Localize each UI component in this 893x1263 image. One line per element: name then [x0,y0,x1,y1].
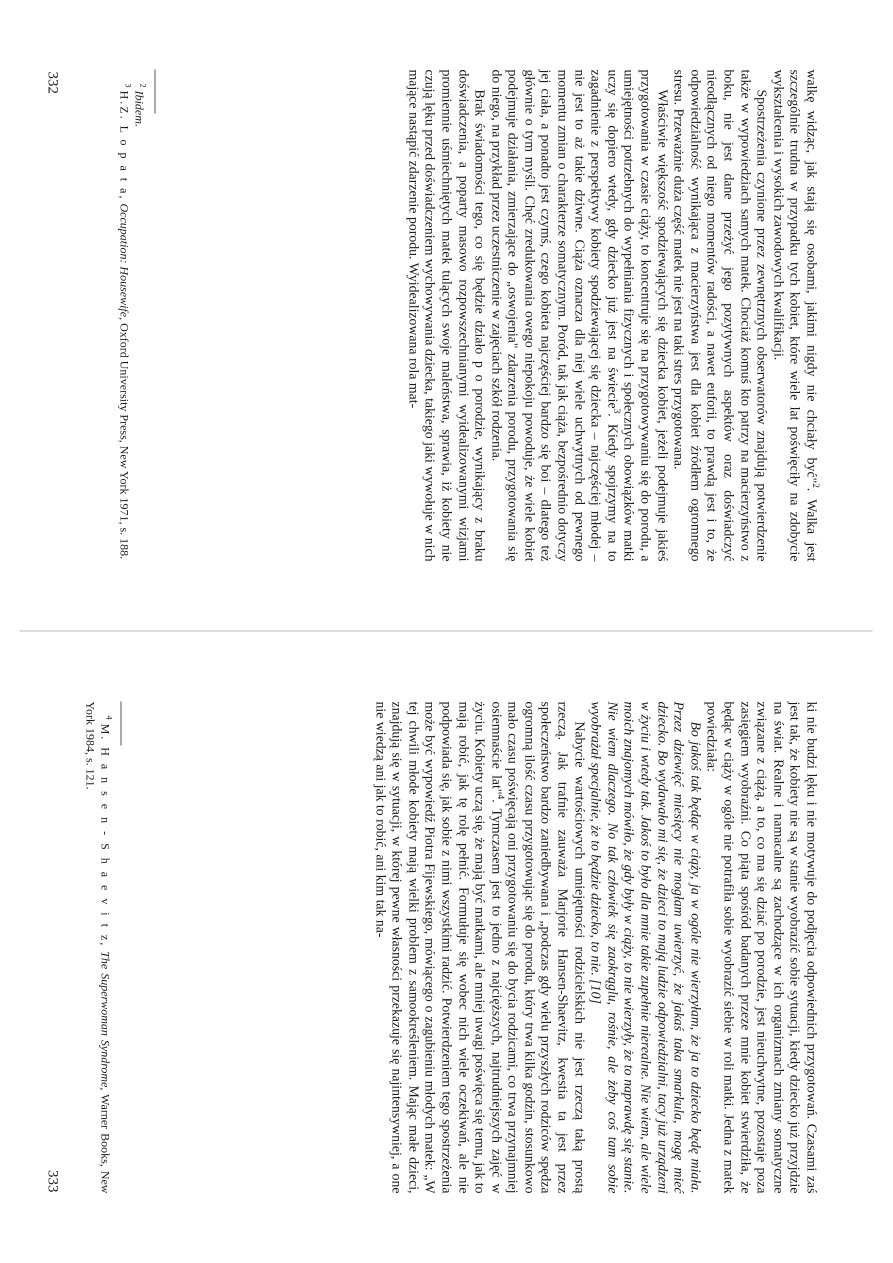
paragraph: Brak świadomości tego, co się będzie działo p o porodzie, wynikający z braku doświadczenia, a poparty masowo rozpowszechnianymi wyidealizowanymi wizjami promiennie uśmiechniętych matek tulących swoje maleństwa, sprawia, iż kobiety nie czują lęku przed doświadczeniem wychowywania dziecka, takiego jaki wywołuje w nich mające nastąpić zdarzenie porodu. Wyidealizowana rola mat- [406,69,488,562]
footnote-ref: 4 [494,794,505,800]
left-page [0,0,893,631]
right-footnotes [84,702,122,1194]
left-page-body [405,70,820,562]
interview-quote: Bo jakoś tak będąc w ciąży, ja w ogóle nie wierzyłam, że ja to dziecko będę miała. Przez dziewięć miesięcy nie mogłam uwierzyć, że jakaś taka smarkula, mogę mieć dziecko. Bo wydawało mi się, że dzieci to mają ludzie odpowiedzialni, tacy już urządzeni w życiu i wtedy tak. Jakoś to było dla mnie takie zupełnie nierealne. Nie wiem, ale wiele moich znajomych mówiło, że gdy były w ciąży, to nie wierzyły, że to naprawdę się stanie. Nie wiem dlaczego. No tak człowiek się zaokrąglu, rośnie, ale żeby coś tam sobie wyobrażał specjalnie, że to będzie dziecko, to nie. [10] [588,701,704,1194]
paragraph: ki nie budzi lęku i nie motywuje do podjęcia odpowiednich przygotowań. Czasami zaś jest tak, że kobiety nie są w stanie wyobrazić sobie sytuacji, kiedy dziecko już przyjdzie na świat. Realne i namacalne są zachodzące w ich organizmach zmiany somatyczne związane z ciążą, a to, co ma się dziać po porodzie, jest nieuchwytne, pozostaje poza zasięgiem wyobraźni. Co piąta spośród badanych przeze mnie kobiet stwierdziła, że będąc w ciąży w ogóle nie potrafiła sobie wyobrazić siebie w roli matki. Jedna z matek powiedziała: [704,701,820,1194]
footnote-rule [155,70,156,114]
footnote: $^3$ H.Z. L o p a t a, Occupation: Housewife, Oxford University Press, New York 1971, s. 188. [118,83,133,560]
right-page [0,632,893,1263]
footnote: $^4$ M. H a n s e n - S h a e v i t z, The Superwoman Syndrome, Warner Books, New York 1984, s. 121. [84,701,114,1194]
footnote-ref: 3 [610,408,621,414]
paragraph: Właściwie większość spodziewających się dziecka kobiet, jeżeli podejmuje jakieś przygotowania w czasie ciąży, to koncentruje się na przygotowywaniu się do porodu, a umiejętności potrzebnych do wypełniania fizycznych i społecznych obowiązków matki uczy się dopiero wtedy, gdy dziecko już jest na świecie$^3$. Kiedy spojrzymy na to zagadnienie z perspektywy kobiety spodziewającej się dziecka – najczęściej młodej – nie jest to aż takie dziwne. Ciąża oznacza dla niej wiele uchwytnych od pewnego momentu zmian o charakterze somatycznym. Poród, tak jak ciąża, bezpośrednio dotyczy jej ciała, a ponadto jest czymś, czego kobieta najczęściej bardzo się boi – dlatego też głównie o tym myśli. Chęć zredukowania owego niepokoju powoduje, że wiele kobiet podejmuje działania, zmierzające do „oswojenia" zdarzenia porodu, przygotowania się do niego, na przykład przez uczestniczenie w zajęciach szkół rodzenia. [489,69,671,562]
footnote-ref: 2 [810,483,821,488]
paragraph: Nabycie wartościowych umiejętności rodzicielskich nie jest rzeczą taką prostą rzeczą. Jak trafnie zauważa Marjorie Hansen-Shaevitz, kwestia ta jest przez społeczeństwo bardzo zaniedbywana i „podczas gdy wielu przyszłych rodziców spędza ogromną ilość czasu przygotowując się do porodu, który trwa kilka godzin, stosunkowo mało czasu poświęcają oni przygotowaniu się do bycia rodzicami, co trwa przynajmniej osiemnaście lat"$^4$. Tymczasem jest to jedno z najcięższych, najtrudniejszych zajęć w życiu. Kobiety uczą się, że mają być matkami, ale mniej uwagi poświęca się temu, jak to mają robić, jak tę rolę pełnić. Formułuje się wobec nich wiele oczekiwań, ale nie podpowiada się, jak sobie z nimi wszystkimi radzić. Potwierdzeniem tego spostrzeżenia może być wypowiedź Piotra Fijewskiego, mówiącego o zagubieniu młodych matek: „W tej chwili młode kobiety mają wielki problem z samookreśleniem. Mając małe dzieci, znajdują się w sytuacji, w której pewne własności przekazuje się najintensywniej, a one nie wiedzą ani jak to robić, ani kim tak na- [373,701,588,1194]
paragraph: walkę widząc, jak stają się osobami, jakimi nigdy nie chciały być"$^2$. Walka jest szczególnie trudna w przypadku tych kobiet, które wiele lat poświęciły na zdobycie wykształcenia i wysokich zawodowych kwalifikacji. [771,69,821,562]
page-number: 333 [44,1170,61,1193]
footnote: $^2$ Ibidem. [132,83,148,127]
page-number: 332 [44,71,61,94]
footnote-rule [121,702,122,746]
right-page-body [371,702,819,1194]
paragraph: Spostrzeżenia czynione przez zewnętrznych obserwatorów znajdują potwierdzenie także w wypowiedziach samych matek. Chociaż komuś kto patrzy na macierzyństwo z boku, nie jest dane przeżyć jego pozytywnych aspektów oraz doświadczyć nieodłącznych od niego momentów radości, a nawet euforii, to prawdą jest i to, że odpowiedzialność wynikająca z macierzyństwa jest dla kobiet źródłem ogromnego stresu. Przeważnie duża część matek nie jest na taki stres przygotowana. [671,69,770,562]
left-footnotes [118,70,156,562]
